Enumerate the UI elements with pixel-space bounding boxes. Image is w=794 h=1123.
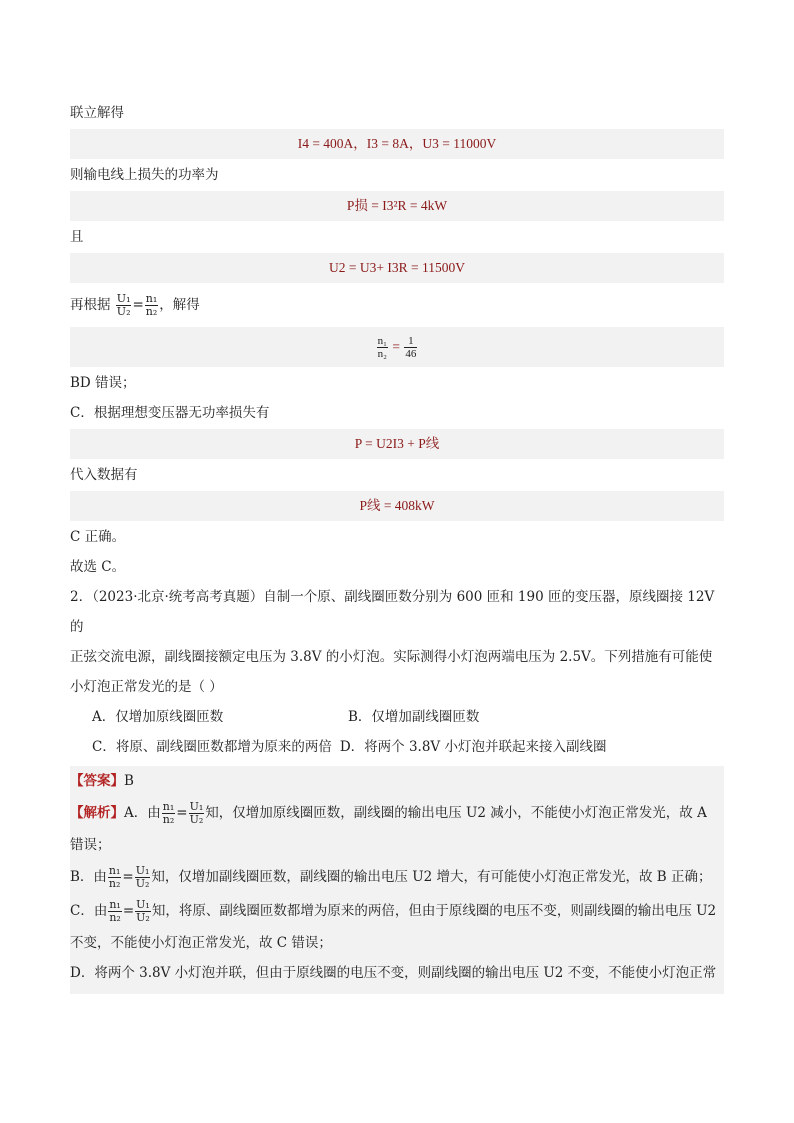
- fraction-result: $\frac{1}{46}$: [405, 335, 417, 361]
- analysis-line: 不变，不能使小灯泡正常发光，故 C 错误；: [70, 935, 332, 951]
- equation-block: $\frac{\text{n₁}}{\text{n₂}}$ = $\frac{1}{46}$: [70, 327, 724, 367]
- question-stem: [70, 582, 724, 702]
- answer-tag: 【答案】: [70, 773, 124, 789]
- question-line: 2．（2023·北京·统考高考真题）自制一个原、副线圈匝数分别为 600 匝和 190 匝的变压器，原线圈接 12V 的: [70, 589, 715, 635]
- text-line: 且: [70, 229, 84, 245]
- option-a: A．仅增加原线圈匝数: [92, 709, 224, 725]
- fraction-n1-n2: $\frac{\text{n₁}}{\text{n₂}}$: [109, 898, 121, 924]
- fraction-n1-n2: $\frac{\text{n₁}}{\text{n₂}}$: [145, 292, 158, 318]
- options-row: [70, 732, 724, 762]
- option-b: B．仅增加副线圈匝数: [348, 709, 480, 725]
- equation-block: [70, 491, 724, 521]
- text-fragment: C．由: [70, 903, 108, 919]
- text-fragment: 知，仅增加原线圈匝数，副线圈的输出电压 U2 减小，不能使小灯泡正常发光，故 A: [205, 805, 707, 821]
- analysis-tag: 【解析】: [70, 805, 124, 821]
- answer-value: B: [124, 773, 134, 789]
- equation-block: [70, 129, 724, 159]
- text-line: BD 错误；: [70, 375, 136, 391]
- analysis-line: B．由 $\frac{\text{n₁}}{\text{n₂}}$ = $\frac{\text{U₁}}{\text{U₂}}$ 知，仅增加副线圈匝数，副线圈的输出电压 U2 增大，有可能使小灯泡正常发光，故 B 正确；: [70, 864, 712, 890]
- fraction-u1-u2: $\frac{\text{U₁}}{\text{U₂}}$: [116, 292, 131, 318]
- analysis-line: D．将两个 3.8V 小灯泡并联，但由于原线圈的电压不变，则副线圈的输出电压 U2 不变，不能使小灯泡正常: [70, 965, 717, 981]
- answer-section: [70, 766, 724, 994]
- question-line: 正弦交流电源，副线圈接额定电压为 3.8V 的小灯泡。实际测得小灯泡两端电压为 2.5V。下列措施有可能使: [70, 649, 713, 665]
- equation: P线 = 408kW: [359, 498, 435, 513]
- fraction-n1-n2: $\frac{\text{n₁}}{\text{n₂}}$: [377, 335, 387, 361]
- text-fragment: ，解得: [159, 297, 200, 313]
- answer-line: [70, 766, 724, 796]
- equation-block: [70, 429, 724, 459]
- text-line: C．根据理想变压器无功率损失有: [70, 405, 270, 421]
- text-line: 故选 C。: [70, 559, 126, 575]
- equation-block: [70, 253, 724, 283]
- analysis-line: C．由 $\frac{\text{n₁}}{\text{n₂}}$ = $\frac{\text{U₁}}{\text{U₂}}$ 知，将原、副线圈匝数都增为原来的两倍，但由于原线圈的电压不变，则副线圈的输出电压 U2: [70, 898, 717, 924]
- fraction-u1-u2: $\frac{\text{U₁}}{\text{U₂}}$: [189, 800, 204, 826]
- options-row: [70, 702, 724, 732]
- analysis-line: 错误；: [70, 837, 111, 853]
- text-fragment: 知，将原、副线圈匝数都增为原来的两倍，但由于原线圈的电压不变，则副线圈的输出电压 U2: [151, 903, 717, 919]
- text-fragment: 知，仅增加副线圈匝数，副线圈的输出电压 U2 增大，有可能使小灯泡正常发光，故 B 正确；: [151, 869, 712, 885]
- analysis-line: 【解析】A．由 $\frac{\text{n₁}}{\text{n₂}}$ = $\frac{\text{U₁}}{\text{U₂}}$ 知，仅增加原线圈匝数，副线圈的输出电压 U2 减小，不能使小灯泡正常发光，故 A: [70, 800, 707, 826]
- question-line: 小灯泡正常发光的是（ ）: [70, 679, 223, 695]
- text-line: 再根据 $\frac{\text{U₁}}{\text{U₂}}$ = $\frac{\text{n₁}}{\text{n₂}}$ ，解得: [70, 292, 200, 318]
- text-line: 代入数据有: [70, 467, 138, 483]
- fraction-u1-u2: $\frac{\text{U₁}}{\text{U₂}}$: [135, 864, 150, 890]
- text-fragment: B．由: [70, 869, 107, 885]
- equation: U2 = U3+ I3R = 11500V: [329, 260, 465, 275]
- text-line: C 正确。: [70, 529, 126, 545]
- fraction-n1-n2: $\frac{\text{n₁}}{\text{n₂}}$: [108, 864, 121, 890]
- equation-block: [70, 191, 724, 221]
- text-fragment: A．由: [124, 805, 161, 821]
- document-page: [70, 98, 724, 994]
- fraction-u1-u2: $\frac{\text{U₁}}{\text{U₂}}$: [136, 898, 150, 924]
- equation: I4 = 400A，I3 = 8A，U3 = 11000V: [297, 136, 497, 151]
- option-c: C．将原、副线圈匝数都增为原来的两倍: [92, 739, 332, 755]
- text-line: 联立解得: [70, 105, 124, 121]
- option-d: D．将两个 3.8V 小灯泡并联起来接入副线圈: [339, 739, 607, 755]
- text-line: 则输电线上损失的功率为: [70, 167, 219, 183]
- equation: P = U2I3 + P线: [354, 436, 440, 451]
- equation: P损 = I3²R = 4kW: [346, 198, 448, 213]
- text-fragment: 再根据: [70, 297, 111, 313]
- fraction-n1-n2: $\frac{\text{n₁}}{\text{n₂}}$: [162, 800, 175, 826]
